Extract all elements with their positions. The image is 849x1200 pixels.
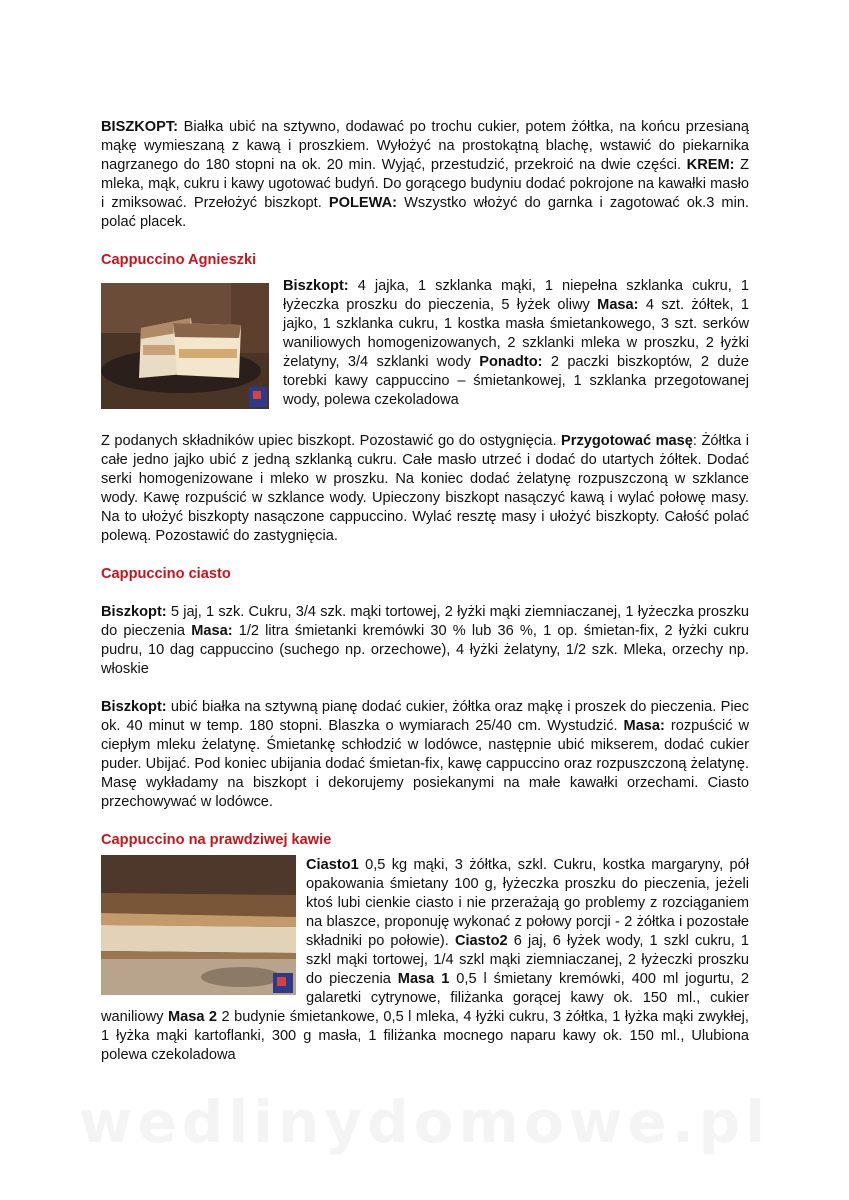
- label: Masa:: [623, 718, 665, 734]
- method-paragraph: Z podanych składników upiec biszkopt. Pozostawić go do ostygnięcia. Przygotować masę: Żółtka i całe jedno jajko ubić z jedną szklanką cukru. Całe masło utrzeć i dodać do utartych żółtek. Dodać serki homogenizowane i mleko w proszku. Na koniec dodać żelatynę rozpuszczoną w szklance wody. Kawę rozpuścić w szklance wody. Upieczony biszkopt nasączyć kawą i wylać połowę masy. Na to ułożyć biszkopty nasączone cappuccino. Wylać resztę masy i ułożyć biszkopty. Całość polać polewą. Pozostawić do zastygnięcia.: [101, 433, 749, 544]
- recipe-title: Cappuccino ciasto: [101, 566, 231, 582]
- watermark: wedlinydomowe.pl: [78, 1088, 771, 1156]
- label: Masa:: [597, 297, 639, 313]
- label: Ciasto1: [306, 857, 359, 873]
- label: Przygotować masę: [561, 433, 693, 449]
- ingredients-paragraph: Biszkopt: 4 jajka, 1 szklanka mąki, 1 niepełna szklanka cukru, 1 łyżeczka proszku do pieczenia, 5 łyżek oliwy Masa: 4 szt. żółtek, 1 jajko, 1 szklanka cukru, 1 kostka masła śmietankowego, 3 szt. serków waniliowych homogenizowanych, 2 szklanki mleka w proszku, 2 łyżki żelatyny, 3/4 szklanki wody Ponadto: 2 paczki biszkoptów, 2 duże torebki kawy cappuccino – śmietankowej, 1 szklanka przegotowanej wody, polewa czekoladowa: [283, 278, 749, 408]
- recipe-title: Cappuccino na prawdziwej kawie: [101, 832, 332, 848]
- label: POLEWA:: [328, 195, 397, 211]
- label: Biszkopt:: [101, 699, 167, 715]
- label: KREM:: [686, 157, 735, 173]
- label: Masa:: [191, 623, 233, 639]
- cake-photo-agnieszki: [101, 283, 269, 409]
- label: Masa 1: [397, 971, 450, 987]
- ingredients-paragraph: Ciasto1 0,5 kg mąki, 3 żółtka, szkl. Cukru, kostka margaryny, pół opakowania śmietany 100 g, łyżeczka proszku do pieczenia, jeżeli ktoś lubi cienkie ciasto i nie przerażają go problemy z rozciąganiem na blaszce, proponuję wykonać z połowy porcji - 2 żółtka i pozostałe składniki po połowie). Ciasto2 6 jaj, 6 łyżek wody, 1 szkl cukru, 1 szkl mąki tortowej, 1/4 szkl mąki ziemniaczanej, 2 łyżeczki proszku do pieczenia Masa 1 0,5 l śmietany kremówki, 400 ml jogurtu, 2 galaretki cytrynowe, filiżanka gorącej kawy ok. 150 ml., cukier waniliowy Masa 2 2 budynie śmietankowe, 0,5 l mleka, 4 łyżki cukru, 3 żółtka, 1 łyżka mąki zwykłej, 1 łyżka mąki kartoflanki, 300 g masła, 1 filiżanka mocnego naparu kawy ok. 150 ml., Ulubiona polewa czekoladowa: [101, 857, 749, 1063]
- ingredients-paragraph: Biszkopt: 5 jaj, 1 szk. Cukru, 3/4 szk. mąki tortowej, 2 łyżki mąki ziemniaczanej, 1 łyżeczka proszku do pieczenia Masa: 1/2 litra śmietanki kremówki 30 % lub 36 %, 1 op. śmietan-fix, 2 łyżki cukru pudru, 10 dag cappuccino (suchego np. orzechowe), 4 łyżki żelatyny, 1/2 szk. Mleka, orzechy np. włoskie: [101, 604, 749, 677]
- recipe-title: Cappuccino Agnieszki: [101, 252, 257, 268]
- cake-photo-prawdziwa-kawa: [101, 855, 296, 995]
- label: Biszkopt:: [101, 604, 167, 620]
- label: Biszkopt:: [283, 278, 349, 294]
- label: Ponadto:: [479, 354, 543, 370]
- recipe-page: [101, 118, 749, 1065]
- method-paragraph: Biszkopt: ubić białka na sztywną pianę dodać cukier, żółtka oraz mąkę i proszek do pieczenia. Piec ok. 40 minut w temp. 180 stopni. Blaszka o wymiarach 25/40 cm. Wystudzić. Masa: rozpuścić w ciepłym mleku żelatynę. Śmietankę schłodzić w lodówce, następnie ubić mikserem, dodać cukier puder. Ubijać. Pod koniec ubijania dodać śmietan-fix, kawę cappuccino oraz rozpuszczoną żelatynę. Masę wykładamy na biszkopt i dekorujemy posiekanymi na małe kawałki orzechami. Ciasto przechowywać w lodówce.: [101, 699, 749, 810]
- label: Masa 2: [167, 1009, 218, 1025]
- intro-paragraph: BISZKOPT: Białka ubić na sztywno, dodawać po trochu cukier, potem żółtka, na końcu przesianą mąkę wymieszaną z kawą i proszkiem. Wyłożyć na prostokątną blachę, wstawić do piekarnika nagrzanego do 180 stopni na ok. 20 min. Wyjąć, przestudzić, przekroić na dwie części. KREM: Z mleka, mąk, cukru i kawy ugotować budyń. Do gorącego budyniu dodać pokrojone na kawałki masło i zmiksować. Przełożyć biszkopt. POLEWA: Wszystko włożyć do garnka i zagotować ok.3 min. polać placek.: [101, 119, 749, 230]
- label: BISZKOPT:: [101, 119, 179, 135]
- label: Ciasto2: [454, 933, 508, 949]
